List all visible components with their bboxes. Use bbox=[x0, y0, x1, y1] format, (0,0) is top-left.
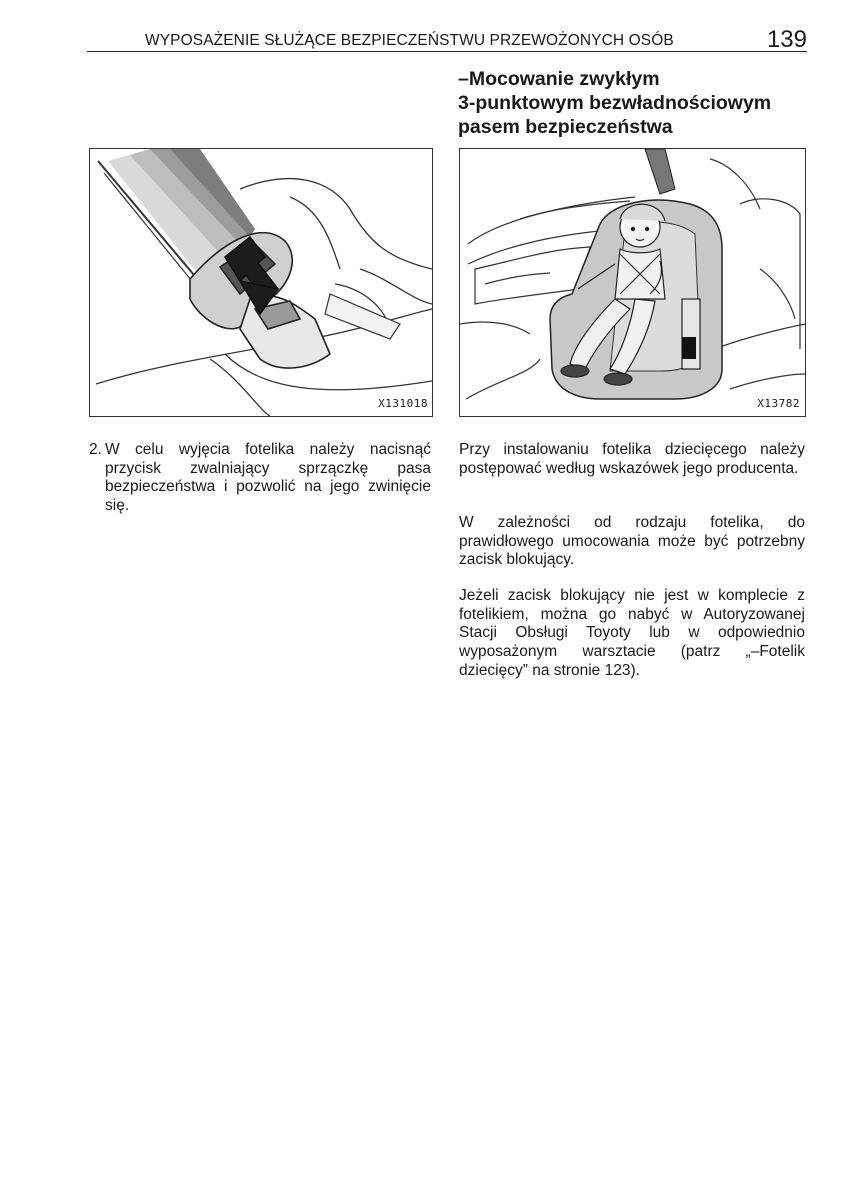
child-seat-illustration bbox=[460, 149, 805, 416]
section-title-line-3: pasem bezpieczeństwa bbox=[458, 116, 673, 138]
step-2 bbox=[89, 441, 431, 516]
paragraph-locking-clip: W zależności od rodzaju fotelika, do prawidłowego umocowania może być potrzebny zacisk blokujący. bbox=[459, 514, 805, 569]
step-text: W celu wyjęcia fotelika należy nacisnąć przycisk zwalniający sprzączkę pasa bezpieczeństwa i pozwolić na jego zwinięcie się. bbox=[105, 441, 431, 515]
section-title-line-1: –Mocowanie zwykłym bbox=[458, 68, 660, 90]
buckle-release-figure bbox=[89, 148, 433, 417]
header-title: WYPOSAŻENIE SŁUŻĄCE BEZPIECZEŃSTWU PRZEWOŻONYCH OSÓB bbox=[145, 32, 674, 49]
figure-code: X13782 bbox=[757, 397, 800, 410]
buckle-release-illustration bbox=[90, 149, 432, 416]
section-title-line-2: 3-punktowym bezwładnościowym bbox=[458, 92, 772, 114]
page-header bbox=[87, 26, 807, 52]
child-seat-figure bbox=[459, 148, 806, 417]
header-divider bbox=[87, 51, 807, 52]
section-title bbox=[458, 67, 771, 139]
page-number: 139 bbox=[766, 26, 807, 53]
step-number: 2. bbox=[89, 441, 102, 458]
figure-code: X131018 bbox=[378, 397, 428, 410]
paragraph-dealer: Jeżeli zacisk blokujący nie jest w komplecie z fotelikiem, można go nabyć w Autoryzowanej Stacji Obsługi Toyoty lub w odpowiednio wyposażonym warsztacie (patrz „–Fotelik dziecięcy” na stronie 123). bbox=[459, 587, 805, 679]
paragraph-installation: Przy instalowaniu fotelika dziecięcego należy postępować według wskazówek jego producenta. bbox=[459, 441, 805, 477]
